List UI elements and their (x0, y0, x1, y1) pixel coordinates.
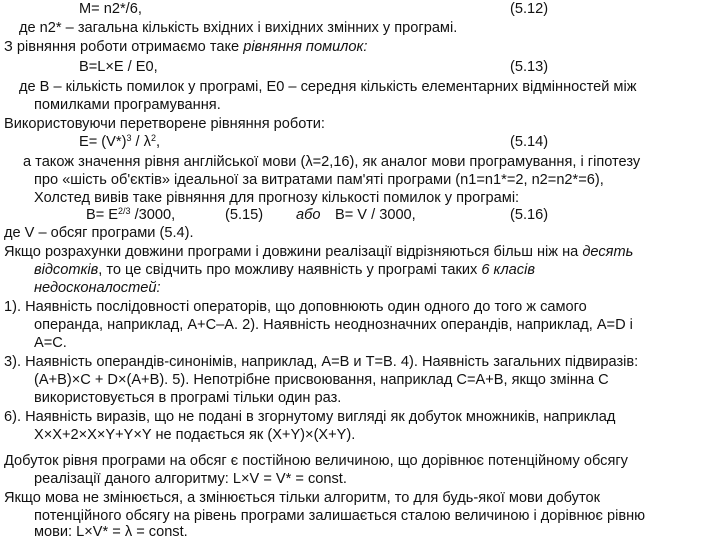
class-1-line1: 1). Наявність послідовності операторів, що доповнюють один одного до того ж самого (4, 299, 587, 315)
term-error-equation: рівняння помилок: (243, 39, 368, 55)
equation-number: (5.12) (510, 1, 549, 17)
class-3-line2: (A+B)×C + D×(A+B). 5). Непотрібне присвоювання, наприклад С=А+В, якщо змінна С (34, 372, 609, 388)
definition-b-line2: помилками програмування. (34, 97, 221, 113)
equations-5-15-5-16 (0, 206, 720, 224)
equation-5-16-number: (5.16) (510, 207, 549, 223)
equation-number: (5.14) (510, 134, 549, 150)
paragraph-english-line3: Холстед вивів таке рівняння для прогнозу кількості помилок у програмі: (34, 190, 520, 206)
class-3-line3: використовується в програмі тільки один раз. (34, 390, 342, 406)
equation-number: (5.13) (510, 59, 549, 75)
definition-n2: де n2* – загальна кількість вхідних і вихідних змінних у програмі. (19, 20, 458, 36)
equation-formula: M= n2*/6, (79, 1, 142, 17)
paragraph-ten-percent-line1: Якщо розрахунки довжини програми і довжини реалізації відрізняються більш ніж на десять (4, 244, 634, 260)
definition-b-line1: де В – кількість помилок у програмі, Е0 – середня кількість елементарних відмінностей між (19, 79, 637, 95)
paragraph-product-line2: реалізації даного алгоритму: L×V = V* = const. (34, 471, 347, 487)
paragraph-language-line2: потенційного обсягу на рівень програми залишається сталою величиною і дорівнює рівню (34, 508, 646, 524)
intro-error-equation: З рівняння роботи отримаємо таке рівняння помилок: (4, 39, 368, 55)
class-6-line2: X×X+2×X×Y+Y×Y не подається як (X+Y)×(X+Y). (34, 427, 356, 443)
class-1-line2: операнда, наприклад, A+C–A. 2). Наявність неоднозначних операндів, наприклад, A=D і (34, 317, 633, 333)
intro-transformed-equation: Використовуючи перетворене рівняння роботи: (4, 116, 325, 132)
equation-5-16-formula: B= V / 3000, (335, 207, 416, 223)
paragraph-language-line3: мови: L×V* = λ = const. (34, 524, 188, 540)
paragraph-ten-percent-line3: недосконалостей: (34, 280, 161, 296)
equation-5-13 (0, 58, 720, 76)
paragraph-english-line1: а також значення рівня англійської мови (λ=2,16), як аналог мови програмування, і гіпотезу (23, 154, 641, 170)
paragraph-language-line1: Якщо мова не змінюється, а змінюється тільки алгоритм, то для будь-якої мови добуток (4, 490, 600, 506)
conjunction-or: або (296, 207, 321, 223)
definition-v: де V – обсяг програми (5.4). (4, 225, 194, 241)
paragraph-product-line1: Добуток рівня програми на обсяг є постійною величиною, що дорівнює потенційному обсягу (4, 453, 628, 469)
equation-formula: $E= (V*)^3 / \lambda^2$, (79, 133, 161, 150)
equation-formula: B=L×E / E0, (79, 59, 158, 75)
equation-5-15-formula: $B= E^{2/3}$ /3000, (86, 206, 176, 223)
class-6-line1: 6). Наявність виразів, що не подані в згорнутому вигляді як добуток множників, наприклад (4, 409, 616, 425)
equation-5-12 (0, 0, 720, 18)
paragraph-ten-percent-line2: відсотків, то це свідчить про можливу наявність у програмі таких 6 класів (34, 262, 535, 278)
paragraph-english-line2: про «шість об'єктів» ідеальної за витратами пам'яті програми (n1=n1*=2, n2=n2*=6), (34, 172, 604, 188)
equation-5-15-number: (5.15) (225, 207, 264, 223)
class-1-line3: A=C. (34, 335, 67, 351)
class-3-line1: 3). Наявність операндів-синонімів, наприклад, А=В и Т=В. 4). Наявність загальних підвиразів: (4, 354, 639, 370)
equation-5-14 (0, 133, 720, 151)
